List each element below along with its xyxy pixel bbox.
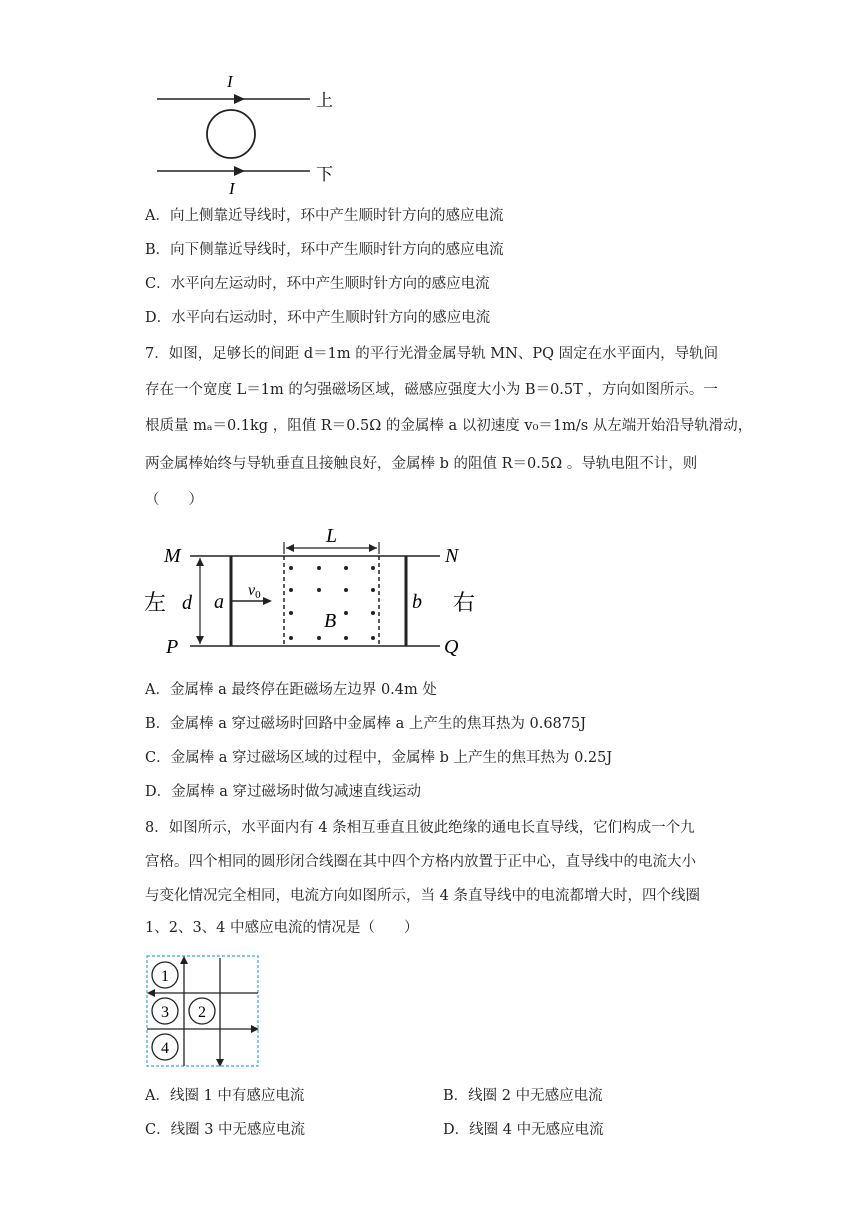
label-a: a	[214, 591, 224, 613]
q7-stem-line-1: 7．如图，足够长的间距 d＝1m 的平行光滑金属导轨 MN、PQ 固定在水平面内，导轨间	[145, 346, 719, 362]
label-N: N	[445, 545, 459, 567]
label-left: 左	[144, 590, 167, 615]
q7-stem-line-2: 存在一个宽度 L＝1m 的匀强磁场区域，磁感应强度大小为 B＝0.5T ，方向如图所示。一	[145, 382, 718, 398]
q7-stem-line-4: 两金属棒始终与导轨垂直且接触良好，金属棒 b 的阻值 R＝0.5Ω 。导轨电阻不计，则	[145, 456, 698, 472]
q8-stem-line-4: 1、2、3、4 中感应电流的情况是（ ）	[145, 920, 419, 936]
q7-option-b: B．金属棒 a 穿过磁场时回路中金属棒 a 上产生的焦耳热为 0.6875J	[145, 716, 587, 732]
coil-label-1: 1	[161, 968, 169, 985]
label-L: L	[326, 525, 338, 547]
figure-nine-grid	[140, 950, 270, 1075]
q6-option-c: C．水平向左运动时，环中产生顺时针方向的感应电流	[145, 276, 490, 292]
q7-stem-line-5: （ ）	[145, 492, 203, 508]
q6-option-a: A．向上侧靠近导线时，环中产生顺时针方向的感应电流	[145, 208, 504, 224]
coil-label-4: 4	[161, 1040, 169, 1057]
label-M: M	[164, 545, 181, 567]
label-b: b	[412, 591, 422, 613]
label-Q: Q	[444, 636, 459, 658]
label-down: 下	[316, 165, 333, 184]
q7-option-c: C．金属棒 a 穿过磁场区域的过程中，金属棒 b 上产生的焦耳热为 0.25J	[145, 750, 613, 766]
q8-stem-line-3: 与变化情况完全相同，电流方向如图所示，当 4 条直导线中的电流都增大时，四个线圈	[145, 888, 700, 904]
current-label-bottom: I	[229, 179, 235, 198]
label-up: 上	[316, 91, 333, 110]
coil-label-3: 3	[161, 1004, 169, 1021]
q7-option-a: A．金属棒 a 最终停在距磁场左边界 0.4m 处	[145, 682, 437, 698]
current-label-top: I	[227, 72, 233, 91]
label-B: B	[324, 610, 337, 632]
q7-option-d: D．金属棒 a 穿过磁场时做匀减速直线运动	[145, 784, 421, 800]
q6-option-d: D．水平向右运动时，环中产生顺时针方向的感应电流	[145, 310, 491, 326]
q8-option-c: C．线圈 3 中无感应电流	[145, 1122, 306, 1138]
coil-label-2: 2	[198, 1004, 206, 1021]
q8-option-b: B．线圈 2 中无感应电流	[443, 1088, 603, 1104]
label-d: d	[182, 592, 192, 614]
q8-option-d: D．线圈 4 中无感应电流	[443, 1122, 604, 1138]
label-P: P	[166, 636, 179, 658]
figure-wires-ring	[150, 70, 350, 200]
q8-stem-line-1: 8．如图所示，水平面内有 4 条相互垂直且彼此绝缘的通电长直导线，它们构成一个九	[145, 820, 695, 836]
q6-option-b: B．向下侧靠近导线时，环中产生顺时针方向的感应电流	[145, 242, 504, 258]
q7-stem-line-3: 根质量 mₐ＝0.1kg ，阻值 R＝0.5Ω 的金属棒 a 以初速度 v₀＝1m/s 从左端开始沿导轨滑动，	[145, 418, 753, 434]
q8-stem-line-2: 宫格。四个相同的圆形闭合线圈在其中四个方格内放置于正中心，直导线中的电流大小	[145, 854, 696, 870]
label-right: 右	[453, 590, 476, 615]
figure-rails-field	[140, 520, 485, 665]
q8-option-a: A．线圈 1 中有感应电流	[145, 1088, 305, 1104]
label-v0: v0	[248, 582, 261, 601]
